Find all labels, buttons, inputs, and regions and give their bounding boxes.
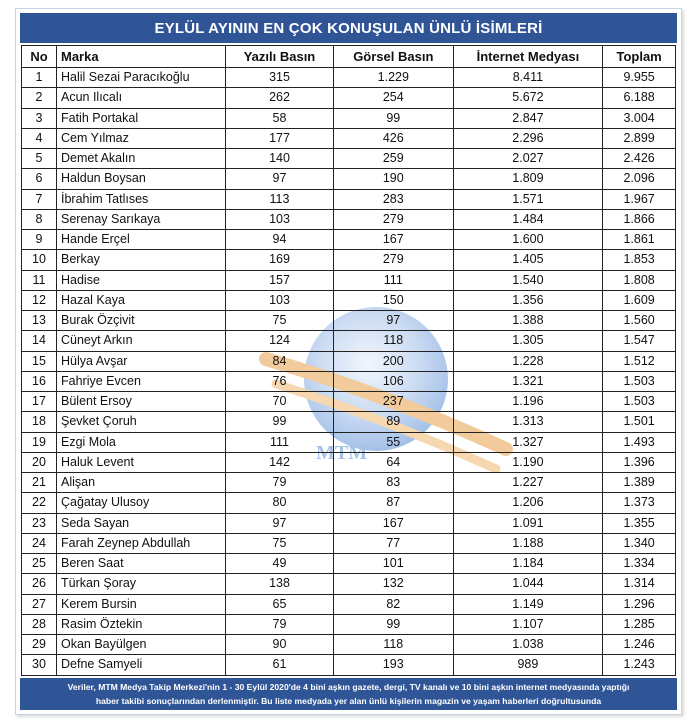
toplam-cell: 1.503 [603,392,676,412]
row-number: 24 [22,533,57,553]
table-row [22,290,676,310]
yazili-basin-cell: 79 [226,473,334,493]
row-number: 25 [22,554,57,574]
row-number: 27 [22,594,57,614]
row-name: Bülent Ersoy [57,392,226,412]
internet-medyasi-cell: 2.296 [453,128,603,148]
row-number: 14 [22,331,57,351]
toplam-cell: 1.373 [603,493,676,513]
internet-medyasi-cell: 1.038 [453,635,603,655]
gorsel-basin-cell: 167 [334,513,454,533]
ranking-table [21,45,676,676]
yazili-basin-cell: 103 [226,290,334,310]
row-name: Hülya Avşar [57,351,226,371]
row-name: Fahriye Evcen [57,371,226,391]
gorsel-basin-cell: 1.229 [334,68,454,88]
toplam-cell: 1.396 [603,452,676,472]
yazili-basin-cell: 113 [226,189,334,209]
gorsel-basin-cell: 200 [334,351,454,371]
table-row [22,149,676,169]
yazili-basin-cell: 142 [226,452,334,472]
gorsel-basin-cell: 111 [334,270,454,290]
footer-note [20,678,677,710]
yazili-basin-cell: 99 [226,412,334,432]
row-name: Hazal Kaya [57,290,226,310]
toplam-cell: 1.246 [603,635,676,655]
internet-medyasi-cell: 1.809 [453,169,603,189]
internet-medyasi-cell: 1.188 [453,533,603,553]
column-header-internet-medyasi: İnternet Medyası [453,46,603,68]
gorsel-basin-cell: 279 [334,209,454,229]
row-number: 18 [22,412,57,432]
toplam-cell: 1.547 [603,331,676,351]
gorsel-basin-cell: 254 [334,88,454,108]
internet-medyasi-cell: 1.206 [453,493,603,513]
column-header-yazili-basin: Yazılı Basın [226,46,334,68]
row-number: 13 [22,311,57,331]
internet-medyasi-cell: 1.149 [453,594,603,614]
toplam-cell: 1.967 [603,189,676,209]
gorsel-basin-cell: 190 [334,169,454,189]
table-row [22,513,676,533]
row-name: Okan Bayülgen [57,635,226,655]
toplam-cell: 2.899 [603,128,676,148]
table-row [22,371,676,391]
row-number: 29 [22,635,57,655]
internet-medyasi-cell: 1.484 [453,209,603,229]
table-row [22,473,676,493]
yazili-basin-cell: 97 [226,169,334,189]
row-name: Hadise [57,270,226,290]
internet-medyasi-cell: 1.184 [453,554,603,574]
ranking-card [15,8,682,715]
yazili-basin-cell: 103 [226,209,334,229]
column-header-marka: Marka [57,46,226,68]
toplam-cell: 2.096 [603,169,676,189]
row-name: Türkan Şoray [57,574,226,594]
row-number: 4 [22,128,57,148]
toplam-cell: 1.503 [603,371,676,391]
gorsel-basin-cell: 89 [334,412,454,432]
gorsel-basin-cell: 167 [334,230,454,250]
row-number: 21 [22,473,57,493]
gorsel-basin-cell: 83 [334,473,454,493]
yazili-basin-cell: 75 [226,311,334,331]
internet-medyasi-cell: 1.107 [453,614,603,634]
row-number: 15 [22,351,57,371]
gorsel-basin-cell: 132 [334,574,454,594]
gorsel-basin-cell: 106 [334,371,454,391]
row-name: Berkay [57,250,226,270]
internet-medyasi-cell: 1.540 [453,270,603,290]
table-row [22,270,676,290]
toplam-cell: 1.314 [603,574,676,594]
yazili-basin-cell: 315 [226,68,334,88]
table-row [22,533,676,553]
row-name: Haluk Levent [57,452,226,472]
internet-medyasi-cell: 1.327 [453,432,603,452]
gorsel-basin-cell: 87 [334,493,454,513]
toplam-cell: 9.955 [603,68,676,88]
internet-medyasi-cell: 8.411 [453,68,603,88]
watermark-label: MTM [316,442,368,464]
yazili-basin-cell: 80 [226,493,334,513]
row-name: Ezgi Mola [57,432,226,452]
internet-medyasi-cell: 1.313 [453,412,603,432]
toplam-cell: 1.609 [603,290,676,310]
yazili-basin-cell: 76 [226,371,334,391]
row-name: Kerem Bursin [57,594,226,614]
row-name: Hande Erçel [57,230,226,250]
internet-medyasi-cell: 1.405 [453,250,603,270]
row-name: Demet Akalın [57,149,226,169]
row-name: Burak Özçivit [57,311,226,331]
row-name: Haldun Boysan [57,169,226,189]
table-row [22,594,676,614]
toplam-cell: 3.004 [603,108,676,128]
table-row [22,655,676,675]
gorsel-basin-cell: 97 [334,311,454,331]
internet-medyasi-cell: 2.847 [453,108,603,128]
row-number: 11 [22,270,57,290]
row-number: 28 [22,614,57,634]
toplam-cell: 1.243 [603,655,676,675]
row-number: 30 [22,655,57,675]
toplam-cell: 1.493 [603,432,676,452]
row-number: 17 [22,392,57,412]
row-number: 12 [22,290,57,310]
toplam-cell: 2.426 [603,149,676,169]
row-name: Farah Zeynep Abdullah [57,533,226,553]
table-row [22,209,676,229]
toplam-cell: 1.866 [603,209,676,229]
row-name: Çağatay Ulusoy [57,493,226,513]
table-header-row [22,46,676,68]
table-row [22,554,676,574]
gorsel-basin-cell: 150 [334,290,454,310]
row-name: Halil Sezai Paracıkoğlu [57,68,226,88]
column-header-no: No [22,46,57,68]
toplam-cell: 1.296 [603,594,676,614]
row-number: 8 [22,209,57,229]
internet-medyasi-cell: 1.321 [453,371,603,391]
gorsel-basin-cell: 118 [334,331,454,351]
yazili-basin-cell: 94 [226,230,334,250]
gorsel-basin-cell: 77 [334,533,454,553]
row-number: 6 [22,169,57,189]
yazili-basin-cell: 90 [226,635,334,655]
table-row [22,574,676,594]
gorsel-basin-cell: 283 [334,189,454,209]
internet-medyasi-cell: 989 [453,655,603,675]
gorsel-basin-cell: 99 [334,614,454,634]
table-row [22,68,676,88]
gorsel-basin-cell: 259 [334,149,454,169]
gorsel-basin-cell: 64 [334,452,454,472]
internet-medyasi-cell: 5.672 [453,88,603,108]
row-name: Beren Saat [57,554,226,574]
row-number: 3 [22,108,57,128]
table-row [22,452,676,472]
table-row [22,169,676,189]
internet-medyasi-cell: 1.305 [453,331,603,351]
internet-medyasi-cell: 1.227 [453,473,603,493]
table-row [22,189,676,209]
row-name: İbrahim Tatlıses [57,189,226,209]
yazili-basin-cell: 84 [226,351,334,371]
table-row [22,128,676,148]
row-number: 16 [22,371,57,391]
internet-medyasi-cell: 1.356 [453,290,603,310]
table-row [22,412,676,432]
row-name: Alişan [57,473,226,493]
table-row [22,351,676,371]
gorsel-basin-cell: 101 [334,554,454,574]
table-row [22,230,676,250]
row-name: Defne Samyeli [57,655,226,675]
table-row [22,635,676,655]
row-name: Acun Ilıcalı [57,88,226,108]
row-number: 7 [22,189,57,209]
toplam-cell: 1.512 [603,351,676,371]
yazili-basin-cell: 140 [226,149,334,169]
gorsel-basin-cell: 193 [334,655,454,675]
toplam-cell: 1.501 [603,412,676,432]
yazili-basin-cell: 58 [226,108,334,128]
table-title: EYLÜL AYININ EN ÇOK KONUŞULAN ÜNLÜ İSİMLERİ [20,13,677,43]
footer-line-1: Veriler, MTM Medya Takip Merkezi'nin 1 - 30 Eylül 2020'de 4 bini aşkın gazete, dergi, TV kanalı ve 10 bini aşkın internet medyasında yaptığı [67,682,630,692]
row-number: 26 [22,574,57,594]
row-name: Rasim Öztekin [57,614,226,634]
internet-medyasi-cell: 1.228 [453,351,603,371]
row-number: 22 [22,493,57,513]
gorsel-basin-cell: 237 [334,392,454,412]
table-row [22,108,676,128]
yazili-basin-cell: 157 [226,270,334,290]
table-row [22,432,676,452]
table-row [22,88,676,108]
yazili-basin-cell: 97 [226,513,334,533]
gorsel-basin-cell: 55 [334,432,454,452]
gorsel-basin-cell: 118 [334,635,454,655]
table-row [22,311,676,331]
yazili-basin-cell: 169 [226,250,334,270]
gorsel-basin-cell: 99 [334,108,454,128]
row-number: 9 [22,230,57,250]
yazili-basin-cell: 138 [226,574,334,594]
column-header-gorsel-basin: Görsel Basın [334,46,454,68]
toplam-cell: 1.389 [603,473,676,493]
row-name: Fatih Portakal [57,108,226,128]
internet-medyasi-cell: 1.571 [453,189,603,209]
table-row [22,493,676,513]
row-name: Cüneyt Arkın [57,331,226,351]
yazili-basin-cell: 75 [226,533,334,553]
yazili-basin-cell: 65 [226,594,334,614]
gorsel-basin-cell: 426 [334,128,454,148]
row-name: Cem Yılmaz [57,128,226,148]
row-name: Serenay Sarıkaya [57,209,226,229]
internet-medyasi-cell: 1.044 [453,574,603,594]
row-number: 19 [22,432,57,452]
internet-medyasi-cell: 1.091 [453,513,603,533]
yazili-basin-cell: 177 [226,128,334,148]
yazili-basin-cell: 61 [226,655,334,675]
gorsel-basin-cell: 279 [334,250,454,270]
row-number: 5 [22,149,57,169]
toplam-cell: 1.340 [603,533,676,553]
yazili-basin-cell: 79 [226,614,334,634]
row-number: 23 [22,513,57,533]
gorsel-basin-cell: 82 [334,594,454,614]
yazili-basin-cell: 49 [226,554,334,574]
toplam-cell: 1.560 [603,311,676,331]
internet-medyasi-cell: 1.190 [453,452,603,472]
toplam-cell: 1.808 [603,270,676,290]
row-number: 1 [22,68,57,88]
table-row [22,614,676,634]
internet-medyasi-cell: 1.600 [453,230,603,250]
toplam-cell: 1.334 [603,554,676,574]
toplam-cell: 1.355 [603,513,676,533]
table-row [22,250,676,270]
table-row [22,392,676,412]
row-name: Şevket Çoruh [57,412,226,432]
yazili-basin-cell: 124 [226,331,334,351]
internet-medyasi-cell: 1.196 [453,392,603,412]
yazili-basin-cell: 262 [226,88,334,108]
row-number: 2 [22,88,57,108]
footer-line-2: haber takibi sonuçlarından derlenmiştir. Bu liste medyada yer alan ünlü kişilerin magazin ve yaşam haberleri doğrultusunda [95,696,602,706]
toplam-cell: 1.285 [603,614,676,634]
toplam-cell: 6.188 [603,88,676,108]
yazili-basin-cell: 70 [226,392,334,412]
yazili-basin-cell: 111 [226,432,334,452]
row-name: Seda Sayan [57,513,226,533]
internet-medyasi-cell: 2.027 [453,149,603,169]
toplam-cell: 1.853 [603,250,676,270]
column-header-toplam: Toplam [603,46,676,68]
table-row [22,331,676,351]
row-number: 20 [22,452,57,472]
internet-medyasi-cell: 1.388 [453,311,603,331]
row-number: 10 [22,250,57,270]
toplam-cell: 1.861 [603,230,676,250]
